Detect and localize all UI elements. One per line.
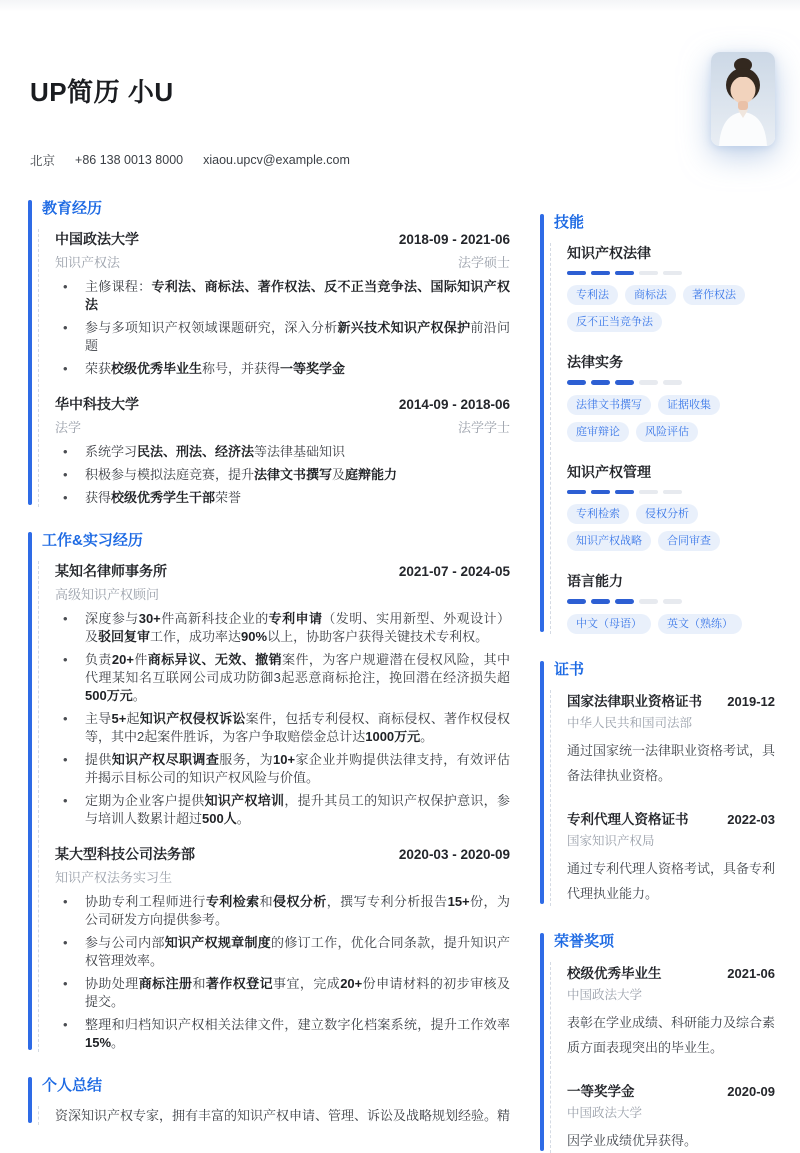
bullet-marker: •	[63, 466, 68, 482]
bullet-text: 深度参与30+件高新科技企业的专利申请（发明、实用新型、外观设计）及驳回复审工作，成功率达90%以上，协助客户获得关键技术专利权。	[85, 610, 510, 644]
company-name: 某大型科技公司法务部	[55, 845, 195, 862]
certificate-date: 2022-03	[727, 811, 775, 827]
bullet-item	[55, 319, 510, 355]
section-body	[38, 229, 510, 507]
summary-text: 资深知识产权专家，拥有丰富的知识产权申请、管理、诉讼及战略规划经验。精	[55, 1107, 511, 1123]
section-body	[550, 962, 775, 1153]
bullet-list	[55, 893, 510, 1052]
honor-issuer: 中国政法大学	[567, 987, 643, 1002]
section-body	[38, 1106, 510, 1125]
bullet-list	[55, 278, 510, 378]
bullet-item	[55, 443, 510, 461]
left-column	[28, 199, 510, 1125]
skill-tag: 商标法	[625, 285, 676, 305]
bullet-item	[55, 710, 510, 746]
bullet-text: 参与公司内部知识产权规章制度的修订工作，优化合同条款，提升知识产权管理效率。	[85, 934, 510, 968]
skill-tag-list	[567, 285, 775, 332]
skill-tag: 知识产权战略	[567, 531, 651, 551]
bullet-marker: •	[63, 610, 68, 626]
bullet-item	[55, 610, 510, 646]
skill-tag: 中文（母语）	[567, 614, 651, 634]
resume-header	[0, 0, 800, 169]
certificate-desc: 通过专利代理人资格考试，具备专利代理执业能力。	[567, 860, 776, 901]
skill-tag: 专利检索	[567, 504, 629, 524]
profile-photo	[711, 52, 775, 146]
bullet-marker: •	[63, 1016, 68, 1032]
section-certificates	[540, 660, 775, 906]
certificate-entry	[567, 690, 775, 788]
skill-group-name: 法律实务	[567, 354, 623, 370]
section-title: 荣誉奖项	[554, 932, 615, 950]
bullet-text: 主修课程：专利法、商标法、著作权法、反不正当竞争法、国际知识产权法	[85, 278, 510, 312]
school-name: 中国政法大学	[55, 230, 139, 247]
education-major: 法学	[55, 419, 82, 435]
section-title: 技能	[554, 213, 585, 231]
skill-group-name: 知识产权管理	[567, 463, 651, 480]
bullet-text: 获得校级优秀学生干部荣誉	[85, 489, 242, 505]
resume-body	[0, 169, 800, 1153]
work-role: 知识产权法务实习生	[55, 869, 173, 885]
education-entry	[55, 394, 510, 507]
certificate-entry	[567, 808, 775, 906]
section-summary	[28, 1076, 510, 1125]
section-title: 教育经历	[42, 199, 103, 217]
contact-row	[30, 151, 775, 169]
bullet-text: 定期为企业客户提供知识产权培训，提升其员工的知识产权保护意识，参与培训人数累计超过500人。	[85, 792, 510, 826]
work-period: 2020-03 - 2020-09	[398, 846, 510, 862]
bullet-marker: •	[63, 651, 68, 667]
section-honors	[540, 932, 775, 1153]
skill-tag: 法律文书撰写	[567, 395, 651, 415]
education-entry	[55, 229, 510, 378]
bullet-marker: •	[63, 443, 68, 459]
bullet-marker: •	[63, 934, 68, 950]
section-title: 证书	[554, 660, 585, 678]
work-period: 2021-07 - 2024-05	[398, 563, 510, 579]
skill-group	[567, 352, 775, 442]
bullet-marker: •	[63, 751, 68, 767]
bullet-text: 主导5+起知识产权侵权诉讼案件，包括专利侵权、商标侵权、著作权侵权等，其中2起案件胜诉，为客户争取赔偿金总计达1000万元。	[85, 710, 510, 744]
honor-entry	[567, 962, 775, 1060]
bullet-item	[55, 893, 510, 929]
honor-issuer: 中国政法大学	[567, 1105, 643, 1120]
certificate-date: 2019-12	[727, 693, 775, 709]
bullet-list	[55, 610, 510, 828]
bullet-item	[55, 792, 510, 828]
bullet-text: 协助处理商标注册和著作权登记事宜，完成20+份申请材料的初步审核及提交。	[85, 975, 510, 1009]
bullet-item	[55, 751, 510, 787]
bullet-marker: •	[63, 710, 68, 726]
bullet-text: 系统学习民法、刑法、经济法等法律基础知识	[85, 443, 346, 459]
honor-desc: 因学业成绩优异获得。	[567, 1132, 698, 1148]
bullet-marker: •	[63, 893, 68, 909]
skill-group	[567, 571, 775, 634]
skill-tag: 合同审查	[658, 531, 720, 551]
skill-tag: 著作权法	[683, 285, 745, 305]
work-role: 高级知识产权顾问	[55, 586, 160, 602]
bullet-text: 荣获校级优秀毕业生称号，并获得一等奖学金	[85, 360, 346, 376]
skill-group-name: 知识产权法律	[567, 244, 651, 261]
contact-phone: +86 138 0013 8000	[75, 152, 184, 167]
skill-tag: 庭审辩论	[567, 422, 629, 442]
honor-name: 校级优秀毕业生	[567, 965, 662, 981]
education-major: 知识产权法	[55, 254, 121, 270]
skill-group	[567, 243, 775, 333]
bullet-text: 提供知识产权尽职调查服务，为10+家企业并购提供法律支持，有效评估并揭示目标公司的知识产权风险与价值。	[85, 751, 510, 785]
certificate-name: 国家法律职业资格证书	[567, 693, 702, 709]
certificate-name: 专利代理人资格证书	[567, 811, 689, 827]
skill-level-bar	[567, 490, 775, 495]
right-column	[540, 213, 775, 1153]
school-name: 华中科技大学	[55, 395, 139, 412]
honor-date: 2021-06	[727, 965, 775, 981]
certificate-desc: 通过国家统一法律职业资格考试，具备法律执业资格。	[567, 742, 776, 783]
bullet-marker: •	[63, 489, 68, 505]
skill-level-bar	[567, 271, 775, 276]
bullet-text: 负责20+件商标异议、无效、撤销案件，为客户规避潜在侵权风险，其中代理某知名互联网公司成功防御3起恶意商标抢注，挽回潜在经济损失超500万元。	[85, 651, 510, 703]
bullet-marker: •	[63, 319, 68, 335]
honor-desc: 表彰在学业成绩、科研能力及综合素质方面表现突出的毕业生。	[567, 1014, 776, 1055]
certificate-issuer: 国家知识产权局	[567, 833, 655, 848]
bullet-item	[55, 1016, 510, 1052]
bullet-item	[55, 360, 510, 378]
honor-name: 一等奖学金	[567, 1083, 635, 1099]
bullet-item	[55, 975, 510, 1011]
bullet-item	[55, 466, 510, 484]
skill-tag-list	[567, 504, 775, 551]
honor-entry	[567, 1080, 775, 1153]
skill-tag: 英文（熟练）	[658, 614, 742, 634]
bullet-text: 整理和归档知识产权相关法律文件，建立数字化档案系统，提升工作效率15%。	[85, 1016, 510, 1050]
bullet-text: 积极参与模拟法庭竞赛，提升法律文书撰写及庭辩能力	[85, 466, 398, 482]
bullet-marker: •	[63, 975, 68, 991]
resume-name: UP简历 小U	[30, 77, 174, 107]
section-body	[550, 243, 775, 634]
skill-level-bar	[567, 599, 775, 604]
skill-tag: 证据收集	[658, 395, 720, 415]
education-period: 2014-09 - 2018-06	[398, 396, 510, 412]
work-entry	[55, 561, 510, 828]
section-body	[550, 690, 775, 906]
skill-tag: 侵权分析	[636, 504, 698, 524]
skill-level-bar	[567, 380, 775, 385]
skill-tag: 反不正当竞争法	[567, 312, 662, 332]
honor-date: 2020-09	[727, 1083, 775, 1099]
bullet-marker: •	[63, 360, 68, 376]
company-name: 某知名律师事务所	[55, 562, 167, 579]
bullet-marker: •	[63, 792, 68, 808]
skill-tag-list	[567, 395, 775, 442]
skill-tag: 风险评估	[636, 422, 698, 442]
certificate-issuer: 中华人民共和国司法部	[567, 715, 693, 730]
section-skills	[540, 213, 775, 634]
bullet-text: 协助专利工程师进行专利检索和侵权分析，撰写专利分析报告15+份，为公司研发方向提供参考。	[85, 893, 510, 927]
section-title: 个人总结	[42, 1076, 103, 1094]
bullet-item	[55, 489, 510, 507]
skill-group	[567, 462, 775, 552]
skill-group-name: 语言能力	[567, 573, 623, 589]
section-title: 工作&实习经历	[42, 531, 143, 549]
skill-tag: 专利法	[567, 285, 618, 305]
contact-location: 北京	[30, 153, 56, 168]
bullet-text: 参与多项知识产权领域课题研究，深入分析新兴技术知识产权保护前沿问题	[85, 319, 510, 353]
contact-email: xiaou.upcv@example.com	[203, 152, 350, 167]
education-degree: 法学学士	[457, 419, 510, 435]
bullet-list	[55, 443, 510, 507]
bullet-item	[55, 651, 510, 705]
section-body	[38, 561, 510, 1052]
skill-tag-list	[567, 614, 775, 634]
bullet-item	[55, 934, 510, 970]
bullet-marker: •	[63, 278, 68, 294]
education-degree: 法学硕士	[457, 254, 510, 270]
bullet-item	[55, 278, 510, 314]
section-education	[28, 199, 510, 507]
work-entry	[55, 844, 510, 1052]
education-period: 2018-09 - 2021-06	[398, 231, 510, 247]
section-work	[28, 531, 510, 1052]
